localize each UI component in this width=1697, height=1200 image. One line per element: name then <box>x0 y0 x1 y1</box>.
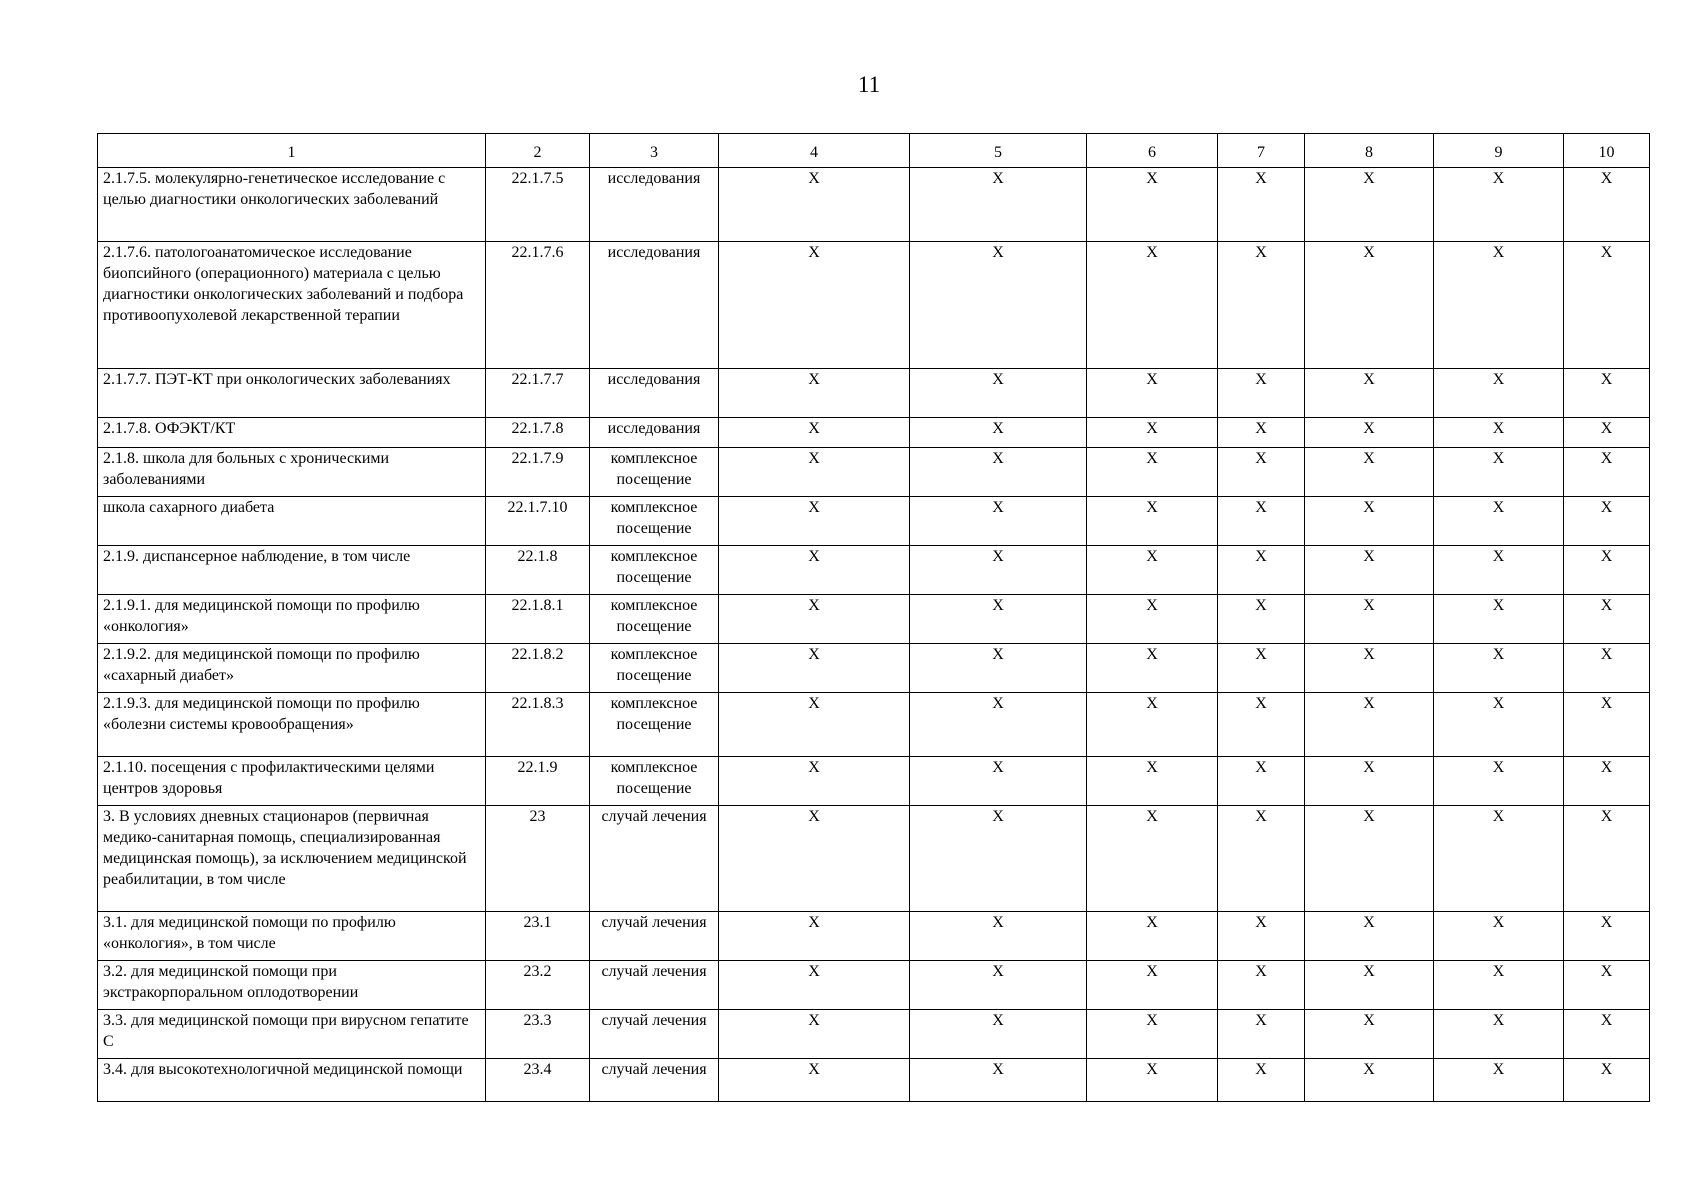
row-value-cell: X <box>1218 757 1305 806</box>
row-value-cell: X <box>719 242 910 369</box>
row-value-cell: X <box>719 369 910 418</box>
row-code-cell: 23 <box>486 806 590 912</box>
row-value-cell: X <box>1305 369 1434 418</box>
row-value-cell: X <box>1305 168 1434 242</box>
row-value-cell: X <box>910 595 1087 644</box>
row-value-cell: X <box>1305 757 1434 806</box>
header-cell: 4 <box>719 134 910 168</box>
row-value-cell: X <box>1305 961 1434 1010</box>
row-code-cell: 22.1.8 <box>486 546 590 595</box>
row-name-cell: 3.3. для медицинской помощи при вирусном гепатите С <box>98 1010 486 1059</box>
row-value-cell: X <box>1305 1059 1434 1102</box>
row-value-cell: X <box>1305 912 1434 961</box>
header-cell: 10 <box>1564 134 1650 168</box>
row-code-cell: 23.2 <box>486 961 590 1010</box>
table-row <box>98 595 1650 644</box>
row-value-cell: X <box>1305 806 1434 912</box>
row-value-cell: X <box>910 242 1087 369</box>
row-value-cell: X <box>1087 242 1218 369</box>
row-value-cell: X <box>1087 448 1218 497</box>
row-value-cell: X <box>1218 595 1305 644</box>
row-value-cell: X <box>1564 242 1650 369</box>
row-code-cell: 22.1.7.5 <box>486 168 590 242</box>
row-code-cell: 22.1.8.1 <box>486 595 590 644</box>
table-row <box>98 418 1650 448</box>
row-name-cell: 2.1.9. диспансерное наблюдение, в том числе <box>98 546 486 595</box>
row-value-cell: X <box>1218 806 1305 912</box>
row-value-cell: X <box>719 806 910 912</box>
row-value-cell: X <box>1564 757 1650 806</box>
row-value-cell: X <box>1087 757 1218 806</box>
header-cell: 6 <box>1087 134 1218 168</box>
row-value-cell: X <box>1564 168 1650 242</box>
page-number: 11 <box>857 72 881 97</box>
row-value-cell: X <box>1434 693 1564 757</box>
row-value-cell: X <box>1305 242 1434 369</box>
row-value-cell: X <box>1218 912 1305 961</box>
row-value-cell: X <box>1305 448 1434 497</box>
row-code-cell: 23.3 <box>486 1010 590 1059</box>
row-value-cell: X <box>1305 418 1434 448</box>
row-value-cell: X <box>719 418 910 448</box>
row-value-cell: X <box>1564 644 1650 693</box>
row-value-cell: X <box>1434 1059 1564 1102</box>
header-cell: 9 <box>1434 134 1564 168</box>
row-name-cell: школа сахарного диабета <box>98 497 486 546</box>
row-name-cell: 3.1. для медицинской помощи по профилю «онкология», в том числе <box>98 912 486 961</box>
row-name-cell: 2.1.9.1. для медицинской помощи по профилю «онкология» <box>98 595 486 644</box>
table-row <box>98 912 1650 961</box>
table-row <box>98 961 1650 1010</box>
row-value-cell: X <box>719 595 910 644</box>
row-value-cell: X <box>1218 644 1305 693</box>
row-unit-cell: исследования <box>590 369 719 418</box>
row-code-cell: 22.1.7.7 <box>486 369 590 418</box>
row-name-cell: 2.1.7.7. ПЭТ-КТ при онкологических заболеваниях <box>98 369 486 418</box>
row-value-cell: X <box>1087 1010 1218 1059</box>
row-value-cell: X <box>1434 242 1564 369</box>
row-value-cell: X <box>1564 448 1650 497</box>
row-value-cell: X <box>1564 546 1650 595</box>
row-name-cell: 2.1.10. посещения с профилактическими целями центров здоровья <box>98 757 486 806</box>
row-value-cell: X <box>1434 806 1564 912</box>
row-code-cell: 22.1.7.9 <box>486 448 590 497</box>
row-value-cell: X <box>719 546 910 595</box>
row-value-cell: X <box>1305 693 1434 757</box>
row-value-cell: X <box>1218 1059 1305 1102</box>
row-value-cell: X <box>1087 1059 1218 1102</box>
row-value-cell: X <box>1218 448 1305 497</box>
row-value-cell: X <box>1305 1010 1434 1059</box>
row-value-cell: X <box>1218 693 1305 757</box>
row-unit-cell: случай лечения <box>590 1010 719 1059</box>
row-code-cell: 22.1.9 <box>486 757 590 806</box>
row-value-cell: X <box>1564 1010 1650 1059</box>
row-value-cell: X <box>910 168 1087 242</box>
row-unit-cell: исследования <box>590 242 719 369</box>
row-value-cell: X <box>1434 644 1564 693</box>
row-value-cell: X <box>910 369 1087 418</box>
row-value-cell: X <box>1218 242 1305 369</box>
row-value-cell: X <box>1218 369 1305 418</box>
table-row <box>98 546 1650 595</box>
row-unit-cell: случай лечения <box>590 912 719 961</box>
table-row <box>98 806 1650 912</box>
row-value-cell: X <box>1087 595 1218 644</box>
row-unit-cell: случай лечения <box>590 1059 719 1102</box>
row-value-cell: X <box>1087 497 1218 546</box>
row-value-cell: X <box>1087 912 1218 961</box>
row-value-cell: X <box>910 757 1087 806</box>
row-value-cell: X <box>1564 912 1650 961</box>
row-value-cell: X <box>910 912 1087 961</box>
row-name-cell: 2.1.8. школа для больных с хроническими заболеваниями <box>98 448 486 497</box>
table-row <box>98 1010 1650 1059</box>
row-unit-cell: комплексное посещение <box>590 448 719 497</box>
row-value-cell: X <box>1434 1010 1564 1059</box>
row-name-cell: 2.1.9.3. для медицинской помощи по профилю «болезни системы кровообращения» <box>98 693 486 757</box>
row-value-cell: X <box>1564 1059 1650 1102</box>
row-name-cell: 2.1.7.6. патологоанатомическое исследование биопсийного (операционного) материала с целью диагностики онкологических заболеваний и подбора противоопухолевой лекарственной терапии <box>98 242 486 369</box>
table-row <box>98 693 1650 757</box>
row-value-cell: X <box>1564 418 1650 448</box>
table-row <box>98 644 1650 693</box>
row-code-cell: 23.4 <box>486 1059 590 1102</box>
row-value-cell: X <box>1564 369 1650 418</box>
row-value-cell: X <box>1218 961 1305 1010</box>
row-value-cell: X <box>1564 806 1650 912</box>
row-name-cell: 3.4. для высокотехнологичной медицинской помощи <box>98 1059 486 1102</box>
row-value-cell: X <box>910 961 1087 1010</box>
row-value-cell: X <box>1434 912 1564 961</box>
row-name-cell: 3. В условиях дневных стационаров (первичная медико-санитарная помощь, специализированная медицинская помощь), за исключением медицинской реабилитации, в том числе <box>98 806 486 912</box>
header-cell: 8 <box>1305 134 1434 168</box>
header-cell: 1 <box>98 134 486 168</box>
row-unit-cell: случай лечения <box>590 961 719 1010</box>
row-value-cell: X <box>910 418 1087 448</box>
row-value-cell: X <box>1218 497 1305 546</box>
row-code-cell: 22.1.7.10 <box>486 497 590 546</box>
row-value-cell: X <box>719 168 910 242</box>
row-value-cell: X <box>1434 595 1564 644</box>
row-value-cell: X <box>910 546 1087 595</box>
row-value-cell: X <box>1218 1010 1305 1059</box>
row-unit-cell: комплексное посещение <box>590 693 719 757</box>
row-value-cell: X <box>1087 961 1218 1010</box>
row-value-cell: X <box>910 693 1087 757</box>
row-value-cell: X <box>1087 369 1218 418</box>
table-row <box>98 497 1650 546</box>
row-value-cell: X <box>1434 546 1564 595</box>
row-unit-cell: случай лечения <box>590 806 719 912</box>
row-value-cell: X <box>719 961 910 1010</box>
row-value-cell: X <box>910 644 1087 693</box>
row-value-cell: X <box>719 1059 910 1102</box>
row-value-cell: X <box>1305 644 1434 693</box>
row-value-cell: X <box>910 1010 1087 1059</box>
row-name-cell: 3.2. для медицинской помощи при экстракорпоральном оплодотворении <box>98 961 486 1010</box>
row-value-cell: X <box>719 912 910 961</box>
header-cell: 2 <box>486 134 590 168</box>
row-value-cell: X <box>719 693 910 757</box>
row-value-cell: X <box>910 497 1087 546</box>
row-value-cell: X <box>1434 757 1564 806</box>
row-value-cell: X <box>719 448 910 497</box>
row-value-cell: X <box>1087 168 1218 242</box>
row-unit-cell: комплексное посещение <box>590 644 719 693</box>
row-name-cell: 2.1.9.2. для медицинской помощи по профилю «сахарный диабет» <box>98 644 486 693</box>
header-cell: 5 <box>910 134 1087 168</box>
row-value-cell: X <box>1434 448 1564 497</box>
row-unit-cell: исследования <box>590 418 719 448</box>
row-unit-cell: комплексное посещение <box>590 757 719 806</box>
row-value-cell: X <box>1305 497 1434 546</box>
header-cell: 3 <box>590 134 719 168</box>
row-value-cell: X <box>1564 497 1650 546</box>
row-name-cell: 2.1.7.8. ОФЭКТ/КТ <box>98 418 486 448</box>
row-value-cell: X <box>1434 418 1564 448</box>
row-value-cell: X <box>1087 806 1218 912</box>
row-value-cell: X <box>1218 418 1305 448</box>
data-table <box>97 133 1650 1102</box>
row-value-cell: X <box>1434 369 1564 418</box>
row-unit-cell: комплексное посещение <box>590 546 719 595</box>
row-value-cell: X <box>1087 693 1218 757</box>
row-name-cell: 2.1.7.5. молекулярно-генетическое исследование с целью диагностики онкологических заболеваний <box>98 168 486 242</box>
row-value-cell: X <box>910 448 1087 497</box>
row-value-cell: X <box>719 644 910 693</box>
row-value-cell: X <box>910 1059 1087 1102</box>
row-value-cell: X <box>1305 595 1434 644</box>
row-unit-cell: комплексное посещение <box>590 497 719 546</box>
row-value-cell: X <box>1564 961 1650 1010</box>
row-value-cell: X <box>1434 961 1564 1010</box>
row-value-cell: X <box>1218 168 1305 242</box>
row-value-cell: X <box>719 497 910 546</box>
table-row <box>98 1059 1650 1102</box>
table-row <box>98 369 1650 418</box>
row-unit-cell: исследования <box>590 168 719 242</box>
row-code-cell: 22.1.7.6 <box>486 242 590 369</box>
row-value-cell: X <box>1218 546 1305 595</box>
row-unit-cell: комплексное посещение <box>590 595 719 644</box>
row-value-cell: X <box>1434 497 1564 546</box>
row-value-cell: X <box>1087 644 1218 693</box>
row-value-cell: X <box>1564 693 1650 757</box>
table-header-row <box>98 134 1650 168</box>
row-value-cell: X <box>1564 595 1650 644</box>
row-code-cell: 22.1.8.2 <box>486 644 590 693</box>
row-value-cell: X <box>1434 168 1564 242</box>
table-row <box>98 757 1650 806</box>
row-value-cell: X <box>1305 546 1434 595</box>
row-value-cell: X <box>1087 546 1218 595</box>
row-value-cell: X <box>719 1010 910 1059</box>
row-code-cell: 23.1 <box>486 912 590 961</box>
row-value-cell: X <box>910 806 1087 912</box>
row-code-cell: 22.1.7.8 <box>486 418 590 448</box>
table-row <box>98 242 1650 369</box>
row-code-cell: 22.1.8.3 <box>486 693 590 757</box>
row-value-cell: X <box>719 757 910 806</box>
table-row <box>98 168 1650 242</box>
row-value-cell: X <box>1087 418 1218 448</box>
header-cell: 7 <box>1218 134 1305 168</box>
table-row <box>98 448 1650 497</box>
